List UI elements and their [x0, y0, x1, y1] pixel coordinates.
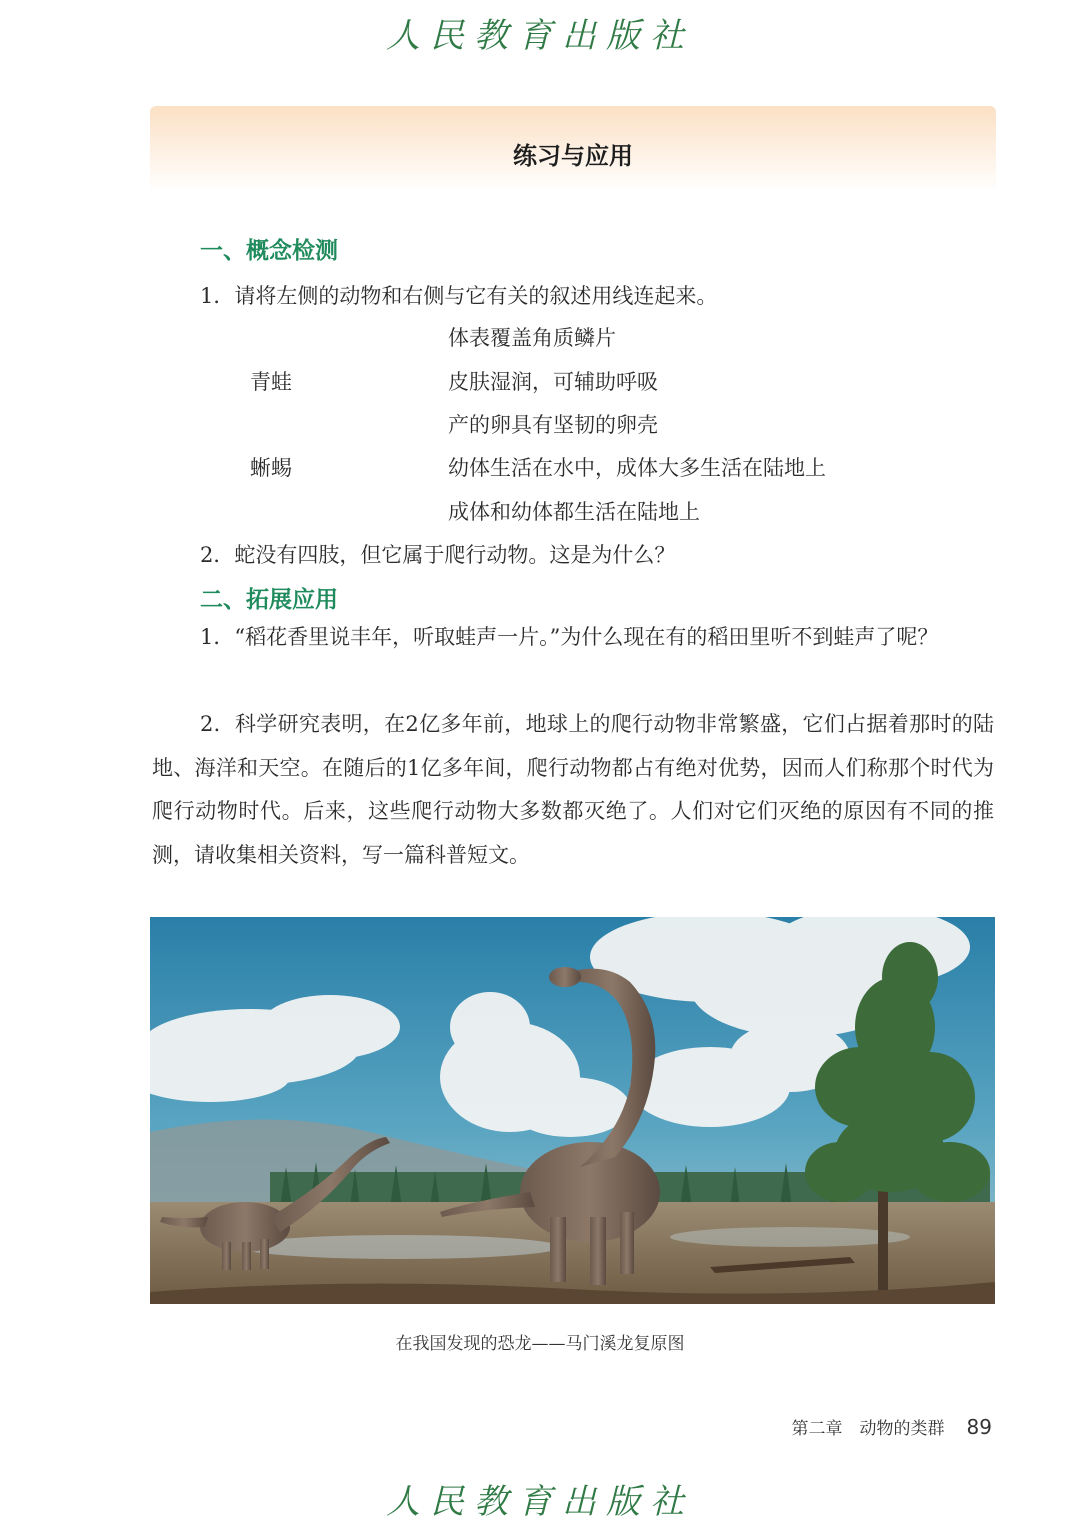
publisher-watermark-bottom: 人民教育出版社	[386, 1482, 694, 1522]
match-right-item: 成体和幼体都生活在陆地上	[448, 500, 700, 524]
match-right-item: 皮肤湿润，可辅助呼吸	[448, 370, 658, 394]
section-heading-extension: 二、拓展应用	[200, 587, 338, 613]
match-left-item: 蜥蜴	[250, 456, 292, 480]
dinosaur-illustration	[150, 917, 995, 1304]
page-number: 89	[966, 1415, 992, 1439]
question-2-2: 2．科学研究表明，在2亿多年前，地球上的爬行动物非常繁盛，它们占据着那时的陆地、海洋和天空。在随后的1亿多年间，爬行动物都占有绝对优势，因而人们称那个时代为爬行动物时代。后来，这些爬行动物大多数都灭绝了。人们对它们灭绝的原因有不同的推测，请收集相关资料，写一篇科普短文。	[152, 712, 994, 867]
question-1-2: 2．蛇没有四肢，但它属于爬行动物。这是为什么？	[200, 543, 676, 567]
match-left-item: 青蛙	[250, 370, 292, 394]
match-right-item: 产的卵具有坚韧的卵壳	[448, 413, 658, 437]
publisher-watermark-top: 人民教育出版社	[386, 16, 694, 56]
section-heading-concept-check: 一、概念检测	[200, 238, 338, 264]
match-right-item: 体表覆盖角质鳞片	[448, 326, 616, 350]
page-title: 练习与应用	[513, 142, 633, 170]
page-footer	[792, 1414, 992, 1439]
figure-caption: 在我国发现的恐龙——马门溪龙复原图	[395, 1334, 685, 1354]
section-title-bar	[150, 106, 996, 192]
chapter-label: 第二章 动物的类群	[791, 1419, 945, 1439]
question-2-1: 1．“稻花香里说丰年，听取蛙声一片。”为什么现在有的稻田里听不到蛙声了呢？	[200, 625, 939, 649]
question-1-1: 1．请将左侧的动物和右侧与它有关的叙述用线连起来。	[200, 284, 718, 308]
match-right-item: 幼体生活在水中，成体大多生活在陆地上	[448, 456, 826, 480]
